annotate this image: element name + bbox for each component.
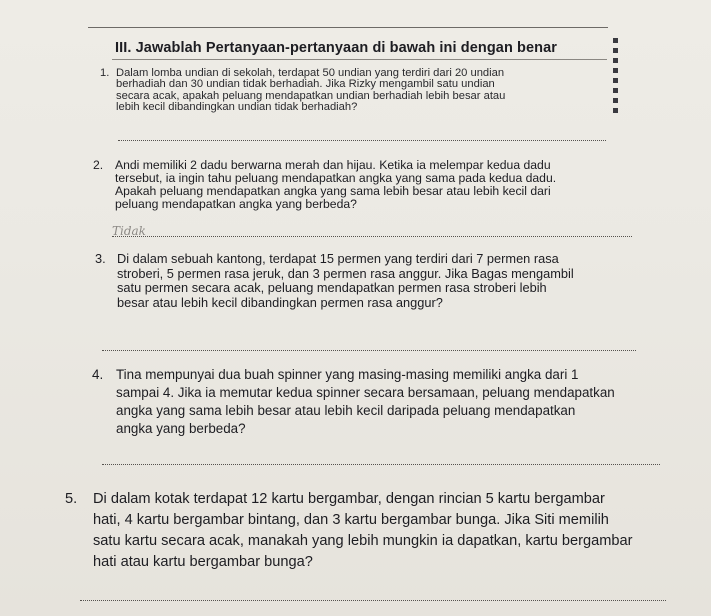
question-number: 1. [100,67,110,79]
question-number: 5. [65,491,78,507]
question-line: Tina mempunyai dua buah spinner yang masing-masing memiliki angka dari 1 [116,367,579,382]
question-line: besar atau lebih kecil dibandingkan permen rasa anggur? [117,294,443,310]
question-line: peluang mendapatkan angka yang berbeda? [115,197,357,211]
question-line: Andi memiliki 2 dadu berwarna merah dan hijau. Ketika ia melempar kedua dadu [115,158,551,172]
answer-line-4[interactable] [102,464,660,465]
handwritten-scribble: Tidak [112,224,146,238]
question-line: angka yang sama lebih besar atau lebih kecil daripada peluang mendapatkan [116,403,576,418]
question-text [115,159,640,211]
question-line: lebih kecil dibandingkan undian tidak berhadiah? [116,100,358,113]
question-line: berhadiah dan 30 undian tidak berhadiah. Jika Rizky mengambil satu undian [116,78,495,91]
question-line: satu kartu secara acak, manakah yang lebih mungkin ia dapatkan, kartu bergambar [93,533,633,549]
question-line: satu permen secara acak, peluang mendapatkan permen rasa stroberi lebih [117,280,547,295]
question-line: tersebut, ia ingin tahu peluang mendapatkan angka yang sama pada kedua dadu. [115,171,557,185]
question-text [93,489,711,573]
question-line: stroberi, 5 permen rasa jeruk, dan 3 permen rasa anggur. Jika Bagas mengambil [117,265,574,281]
answer-line-1[interactable] [118,140,606,141]
question-number: 3. [95,251,106,266]
title-underline [112,59,607,60]
answer-line-5[interactable] [80,600,666,601]
question-line: secara acak, apakah peluang mendapatkan undian berhadiah lebih besar atau [116,89,506,102]
question-number: 2. [93,158,104,172]
question-line: Apakah peluang mendapatkan angka yang sama lebih besar atau lebih kecil dari [115,184,551,198]
question-line: hati, 4 kartu bergambar bintang, dan 3 kartu bergambar bunga. Jika Siti memilih [93,512,609,528]
question-text [117,252,637,310]
question-line: angka yang berbeda? [116,421,246,436]
question-text [116,68,616,113]
question-line: hati atau kartu bergambar bunga? [93,554,313,570]
question-line: Dalam lomba undian di sekolah, terdapat 50 undian yang terdiri dari 20 undian [116,67,505,79]
top-divider [88,27,608,28]
answer-line-2[interactable] [112,236,632,237]
question-line: Di dalam kotak terdapat 12 kartu bergambar, dengan rincian 5 kartu bergambar [93,491,605,507]
question-line: Di dalam sebuah kantong, terdapat 15 permen yang terdiri dari 7 permen rasa [117,251,559,266]
question-line: sampai 4. Jika ia memutar kedua spinner secara bersamaan, peluang mendapatkan [116,385,615,400]
question-number: 4. [92,367,104,382]
answer-line-3[interactable] [102,350,636,351]
question-text [116,366,674,438]
section-title: III. Jawablah Pertanyaan-pertanyaan di bawah ini dengan benar [115,40,558,56]
